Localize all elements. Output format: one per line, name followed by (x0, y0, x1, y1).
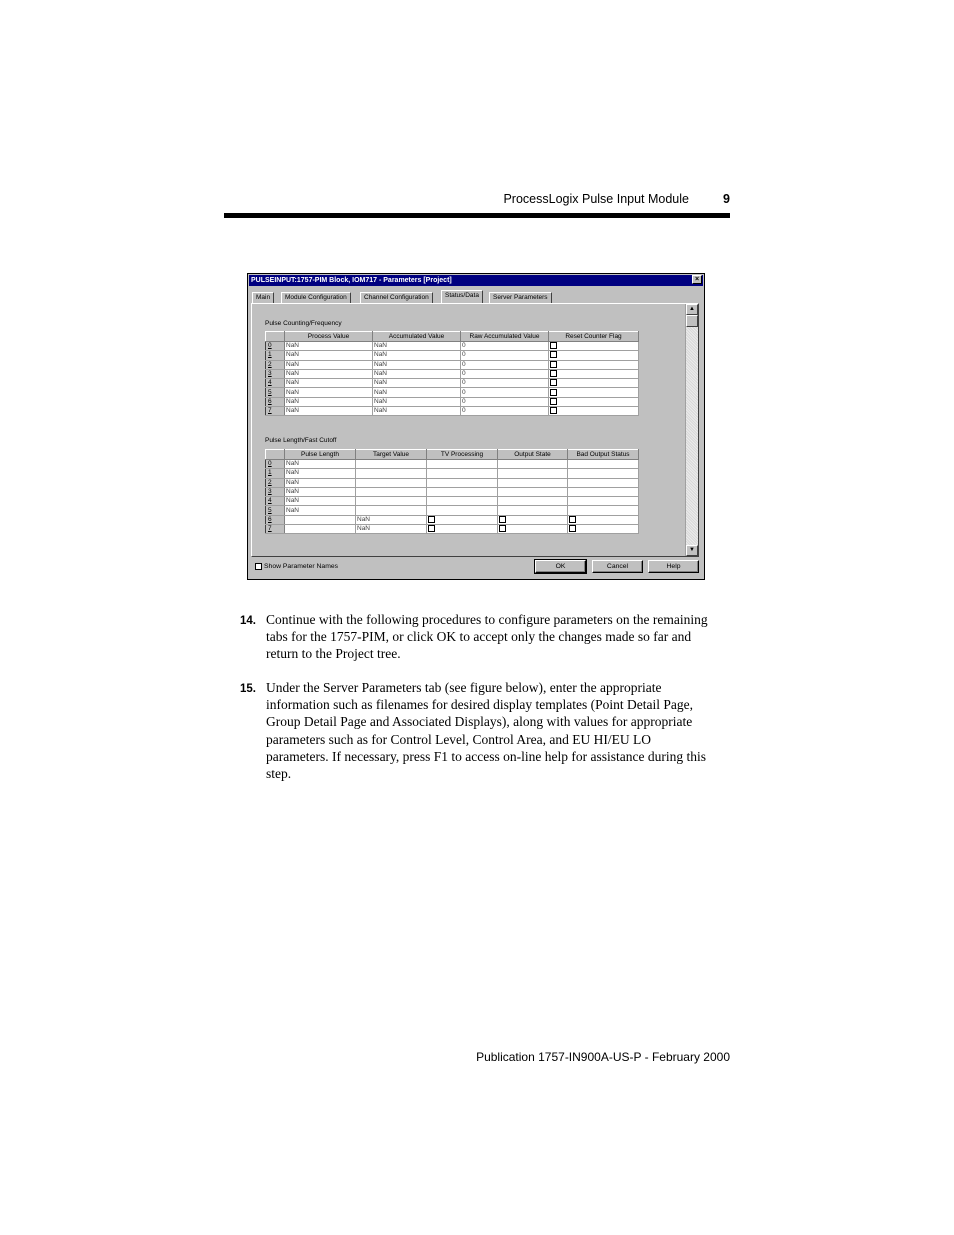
raw-accumulated-value-cell[interactable]: 0 (461, 397, 549, 406)
table-row (266, 407, 639, 416)
bad-output-status-cell (568, 487, 639, 496)
table-row (266, 397, 639, 406)
bad-output-status-cell (568, 497, 639, 506)
bad-output-status-cell (568, 525, 639, 534)
bad-output-status-checkbox[interactable] (569, 516, 576, 523)
tv-processing-cell (427, 515, 498, 524)
tv-processing-cell (427, 487, 498, 496)
row-index[interactable]: 0 (266, 460, 285, 469)
reset-counter-flag-cell (549, 360, 639, 369)
table-row (266, 460, 639, 469)
pulse-length-cell[interactable]: NaN (285, 497, 356, 506)
row-index[interactable]: 2 (266, 478, 285, 487)
table-row (266, 342, 639, 351)
reset-counter-flag-cell (549, 407, 639, 416)
show-parameter-names-checkbox[interactable] (255, 563, 262, 570)
row-index[interactable]: 1 (266, 351, 285, 360)
row-index[interactable]: 2 (266, 360, 285, 369)
pulse-length-cell[interactable] (285, 515, 356, 524)
row-index[interactable]: 0 (266, 342, 285, 351)
pulse-counting-table (265, 331, 639, 416)
bad-output-status-cell (568, 460, 639, 469)
ok-button[interactable]: OK (535, 560, 586, 573)
table-row (266, 360, 639, 369)
tv-processing-cell (427, 497, 498, 506)
target-value-cell[interactable] (356, 478, 427, 487)
pulse-length-table (265, 449, 639, 534)
bad-output-status-cell (568, 515, 639, 524)
tv-processing-cell (427, 506, 498, 515)
show-parameter-names-option[interactable] (255, 562, 338, 571)
close-icon[interactable]: × (692, 275, 702, 284)
col-process-value[interactable]: Process Value (285, 332, 373, 342)
step-14 (240, 611, 720, 663)
pulse-length-cell[interactable]: NaN (285, 506, 356, 515)
reset-counter-flag-cell (549, 379, 639, 388)
tv-processing-cell (427, 460, 498, 469)
table-row (266, 478, 639, 487)
step-number: 14. (240, 615, 256, 627)
tv-processing-cell (427, 525, 498, 534)
cancel-button[interactable]: Cancel (592, 560, 643, 573)
reset-counter-flag-checkbox[interactable] (550, 389, 557, 396)
accumulated-value-cell[interactable]: NaN (373, 351, 461, 360)
scroll-thumb[interactable] (686, 315, 698, 327)
target-value-cell[interactable] (356, 460, 427, 469)
tv-processing-cell (427, 469, 498, 478)
row-index[interactable]: 4 (266, 497, 285, 506)
row-index[interactable]: 7 (266, 525, 285, 534)
process-value-cell[interactable]: NaN (285, 369, 373, 378)
scroll-down-icon[interactable]: ▼ (686, 545, 698, 556)
table-row (266, 525, 639, 534)
output-state-cell (498, 515, 568, 524)
raw-accumulated-value-cell[interactable]: 0 (461, 379, 549, 388)
pulse-length-label: Pulse Length/Fast Cutoff (265, 437, 337, 444)
accumulated-value-cell[interactable]: NaN (373, 369, 461, 378)
output-state-cell (498, 506, 568, 515)
pulse-length-cell[interactable]: NaN (285, 460, 356, 469)
row-index[interactable]: 6 (266, 515, 285, 524)
tab-channel-configuration[interactable]: Channel Configuration (360, 292, 433, 303)
tab-module-configuration[interactable]: Module Configuration (281, 292, 351, 303)
target-value-cell[interactable] (356, 469, 427, 478)
table-row (266, 369, 639, 378)
col-raw-accumulated-value[interactable]: Raw Accumulated Value (461, 332, 549, 342)
accumulated-value-cell[interactable]: NaN (373, 379, 461, 388)
table-row (266, 515, 639, 524)
reset-counter-flag-checkbox[interactable] (550, 361, 557, 368)
target-value-cell[interactable] (356, 487, 427, 496)
output-state-cell (498, 525, 568, 534)
col-reset-counter-flag[interactable]: Reset Counter Flag (549, 332, 639, 342)
col-pulse-length[interactable]: Pulse Length (285, 450, 356, 460)
pulse-length-cell[interactable]: NaN (285, 478, 356, 487)
process-value-cell[interactable]: NaN (285, 379, 373, 388)
row-index[interactable]: 6 (266, 397, 285, 406)
row-index[interactable]: 5 (266, 506, 285, 515)
reset-counter-flag-cell (549, 388, 639, 397)
page-number: 9 (723, 192, 730, 206)
target-value-cell[interactable] (356, 506, 427, 515)
step-text: Continue with the following procedures to configure parameters on the remaining tabs for the 1757-PIM, or click OK to accept only the changes made so far and return to the Project tree. (266, 612, 708, 662)
accumulated-value-cell[interactable]: NaN (373, 407, 461, 416)
table-row (266, 506, 639, 515)
col-accumulated-value[interactable]: Accumulated Value (373, 332, 461, 342)
output-state-cell (498, 469, 568, 478)
process-value-cell[interactable]: NaN (285, 351, 373, 360)
tab-main[interactable]: Main (252, 292, 274, 303)
process-value-cell[interactable]: NaN (285, 397, 373, 406)
col-target-value[interactable]: Target Value (356, 450, 427, 460)
output-state-checkbox[interactable] (499, 516, 506, 523)
parameters-dialog (247, 273, 705, 580)
reset-counter-flag-cell (549, 342, 639, 351)
target-value-cell[interactable] (356, 497, 427, 506)
raw-accumulated-value-cell[interactable]: 0 (461, 360, 549, 369)
table-row (266, 388, 639, 397)
table-header-row (266, 450, 639, 460)
step-text: Under the Server Parameters tab (see figure below), enter the appropriate information such as filenames for desired display templates (Point Detail Page, Group Detail Page and Associated Displays), along with values for appropriate parameters such as for Control Level, Control Area, and EU HI/EU LO parameters. If necessary, press F1 to access on-line help for assistance during this step. (266, 680, 706, 782)
scroll-up-icon[interactable]: ▲ (686, 304, 698, 315)
table-row (266, 379, 639, 388)
step-15 (240, 679, 720, 782)
accumulated-value-cell[interactable]: NaN (373, 342, 461, 351)
tab-status-data[interactable]: Status/Data (441, 290, 483, 303)
table-row (266, 497, 639, 506)
pulse-length-cell[interactable]: NaN (285, 469, 356, 478)
row-index[interactable]: 5 (266, 388, 285, 397)
process-value-cell[interactable]: NaN (285, 388, 373, 397)
raw-accumulated-value-cell[interactable]: 0 (461, 342, 549, 351)
vertical-scrollbar[interactable] (685, 304, 698, 556)
bad-output-status-cell (568, 478, 639, 487)
accumulated-value-cell[interactable]: NaN (373, 388, 461, 397)
corner-cell (266, 450, 285, 460)
output-state-cell (498, 487, 568, 496)
output-state-cell (498, 478, 568, 487)
output-state-checkbox[interactable] (499, 525, 506, 532)
publication-footer: Publication 1757-IN900A-US-P - February 2000 (476, 1050, 730, 1064)
dialog-title-bar: PULSEINPUT:1757-PIM Block, IOM717 - Parameters [Project] (249, 275, 703, 286)
row-index[interactable]: 4 (266, 379, 285, 388)
reset-counter-flag-cell (549, 369, 639, 378)
tv-processing-checkbox[interactable] (428, 525, 435, 532)
target-value-cell[interactable]: NaN (356, 515, 427, 524)
raw-accumulated-value-cell[interactable]: 0 (461, 369, 549, 378)
reset-counter-flag-checkbox[interactable] (550, 407, 557, 414)
pulse-length-cell[interactable]: NaN (285, 487, 356, 496)
raw-accumulated-value-cell[interactable]: 0 (461, 351, 549, 360)
accumulated-value-cell[interactable]: NaN (373, 360, 461, 369)
reset-counter-flag-cell (549, 397, 639, 406)
tab-panel (251, 303, 699, 557)
pulse-length-cell[interactable] (285, 525, 356, 534)
row-index[interactable]: 1 (266, 469, 285, 478)
accumulated-value-cell[interactable]: NaN (373, 397, 461, 406)
row-index[interactable]: 3 (266, 487, 285, 496)
table-row (266, 487, 639, 496)
reset-counter-flag-cell (549, 351, 639, 360)
row-index[interactable]: 3 (266, 369, 285, 378)
bad-output-status-checkbox[interactable] (569, 525, 576, 532)
tab-server-parameters[interactable]: Server Parameters (489, 292, 552, 303)
reset-counter-flag-checkbox[interactable] (550, 342, 557, 349)
step-number: 15. (240, 683, 256, 695)
reset-counter-flag-checkbox[interactable] (550, 351, 557, 358)
table-row (266, 351, 639, 360)
bad-output-status-cell (568, 469, 639, 478)
raw-accumulated-value-cell[interactable]: 0 (461, 388, 549, 397)
help-button[interactable]: Help (648, 560, 699, 573)
target-value-cell[interactable]: NaN (356, 525, 427, 534)
running-header-title: ProcessLogix Pulse Input Module (503, 192, 689, 206)
raw-accumulated-value-cell[interactable]: 0 (461, 407, 549, 416)
pulse-counting-label: Pulse Counting/Frequency (265, 320, 342, 327)
table-row (266, 469, 639, 478)
tv-processing-cell (427, 478, 498, 487)
col-tv-processing[interactable]: TV Processing (427, 450, 498, 460)
row-index[interactable]: 7 (266, 407, 285, 416)
show-parameter-names-label: Show Parameter Names (264, 563, 339, 570)
tv-processing-checkbox[interactable] (428, 516, 435, 523)
bad-output-status-cell (568, 506, 639, 515)
header-rule (224, 213, 730, 218)
col-output-state[interactable]: Output State (498, 450, 568, 460)
corner-cell (266, 332, 285, 342)
reset-counter-flag-checkbox[interactable] (550, 398, 557, 405)
col-bad-output-status[interactable]: Bad Output Status (568, 450, 639, 460)
output-state-cell (498, 497, 568, 506)
reset-counter-flag-checkbox[interactable] (550, 370, 557, 377)
process-value-cell[interactable]: NaN (285, 342, 373, 351)
table-header-row (266, 332, 639, 342)
process-value-cell[interactable]: NaN (285, 360, 373, 369)
process-value-cell[interactable]: NaN (285, 407, 373, 416)
output-state-cell (498, 460, 568, 469)
reset-counter-flag-checkbox[interactable] (550, 379, 557, 386)
